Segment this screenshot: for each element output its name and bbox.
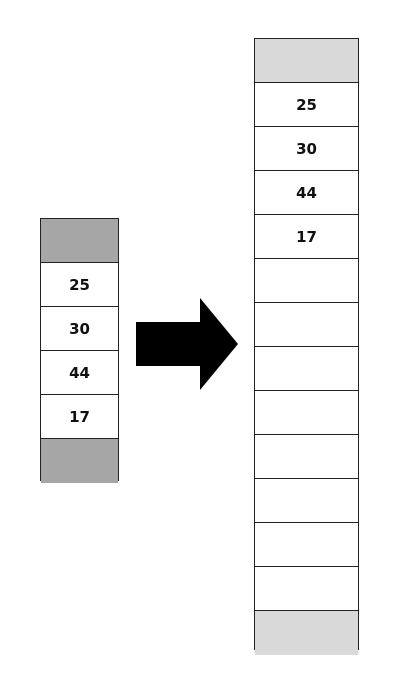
small-array [40, 218, 119, 481]
small-array-header-cell [41, 219, 118, 263]
large-array-cell [255, 303, 358, 347]
small-array-footer-cell [41, 439, 118, 483]
large-array-cell [255, 347, 358, 391]
large-array-cell [255, 435, 358, 479]
large-array-cell [255, 479, 358, 523]
large-array-cell: 25 [255, 83, 358, 127]
small-array-cell: 17 [41, 395, 118, 439]
small-array-cell: 25 [41, 263, 118, 307]
arrow-shape [136, 298, 238, 390]
large-array-cell [255, 259, 358, 303]
large-array-cell [255, 523, 358, 567]
small-array-cell: 30 [41, 307, 118, 351]
large-array-header-cell [255, 39, 358, 83]
large-array-cell [255, 567, 358, 611]
small-array-cell: 44 [41, 351, 118, 395]
large-array-cell: 30 [255, 127, 358, 171]
large-array-cell [255, 391, 358, 435]
right-arrow-icon [136, 298, 238, 390]
large-array [254, 38, 359, 650]
large-array-cell: 17 [255, 215, 358, 259]
large-array-cell: 44 [255, 171, 358, 215]
large-array-footer-cell [255, 611, 358, 655]
